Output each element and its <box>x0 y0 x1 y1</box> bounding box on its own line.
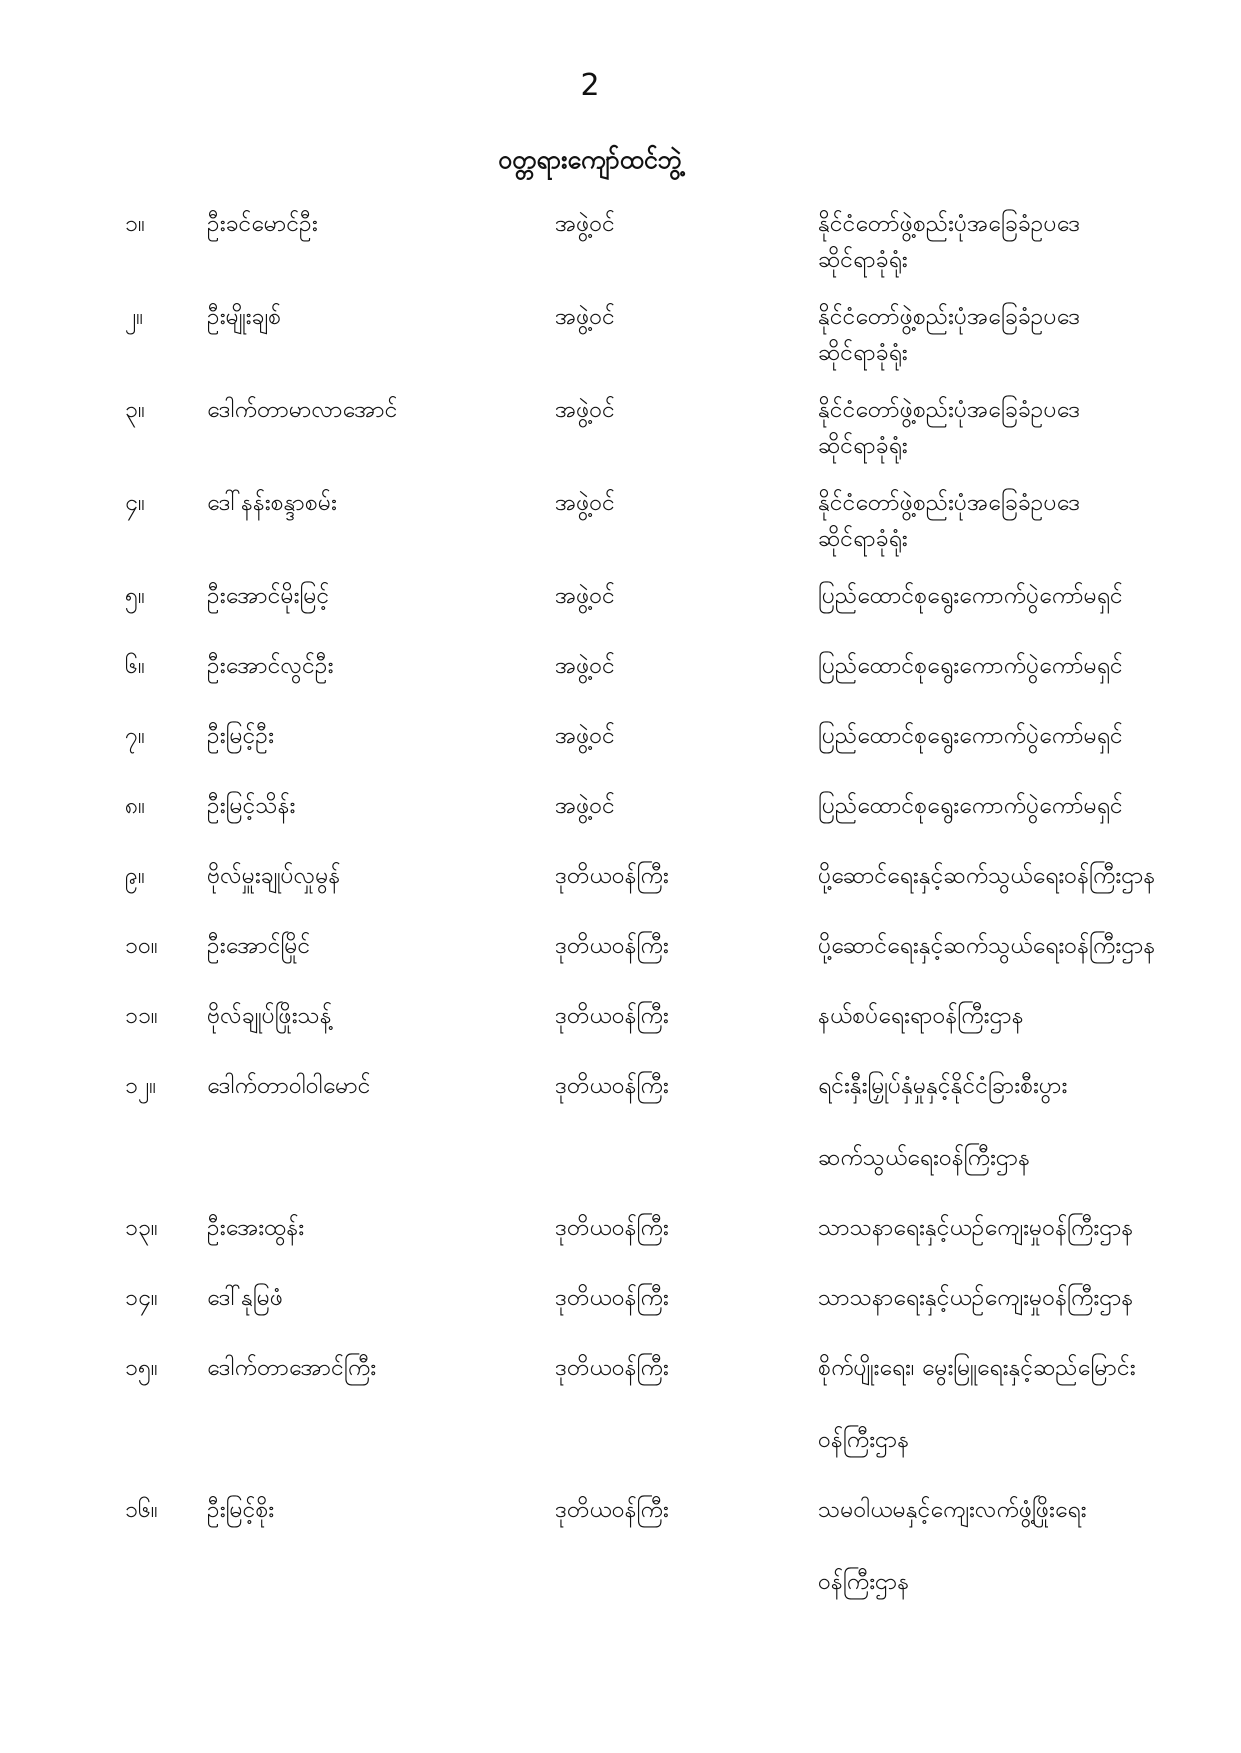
item-number: ၆။ <box>125 653 145 679</box>
member-name: ဦးအေးထွန်း <box>207 1215 305 1241</box>
list-item <box>0 1350 1241 1492</box>
ministry-line: ရင်းနှီးမြှုပ်နှံမှုနှင့်နိုင်ငံခြားစီးပွား <box>818 1073 1068 1099</box>
list-item <box>0 1068 1241 1210</box>
list-item <box>0 858 1241 928</box>
member-name: ဦးမြင့်ဦး <box>207 723 274 749</box>
member-ministry <box>818 718 1228 754</box>
member-name: ဦးအောင်မိုးမြင့် <box>207 583 330 609</box>
list-item <box>0 998 1241 1068</box>
item-number: ၁၆။ <box>125 1497 158 1523</box>
ministry-line: ပို့ဆောင်ရေးနှင့်ဆက်သွယ်ရေးဝန်ကြီးဌာန <box>818 933 1156 959</box>
member-ministry <box>818 1350 1228 1458</box>
member-name: ဗိုလ်မှူးချုပ်လှုမွန် <box>207 863 341 889</box>
item-number: ၈။ <box>125 793 146 819</box>
ministry-line: ဝန်ကြီးဌာန <box>818 1569 910 1595</box>
ministry-line: ဝန်ကြီးဌာန <box>818 1427 910 1453</box>
member-ministry <box>818 1492 1228 1600</box>
member-position: အဖွဲ့ဝင် <box>555 304 615 330</box>
member-position: ဒုတိယဝန်ကြီး <box>555 863 669 889</box>
list-item <box>0 1210 1241 1280</box>
member-ministry <box>818 858 1228 894</box>
list-item <box>0 206 1241 299</box>
ministry-line: နိုင်ငံတော်ဖွဲ့စည်းပုံအခြေခံဥပဒေ <box>818 397 1081 423</box>
member-position: အဖွဲ့ဝင် <box>555 211 615 237</box>
item-number: ၇။ <box>125 723 145 749</box>
item-number: ၁။ <box>125 211 145 237</box>
list-item <box>0 718 1241 788</box>
list-item <box>0 485 1241 578</box>
ministry-line: နိုင်ငံတော်ဖွဲ့စည်းပုံအခြေခံဥပဒေ <box>818 211 1081 237</box>
member-name: ဦးမြင့်စိုး <box>207 1497 275 1523</box>
member-ministry <box>818 1280 1228 1316</box>
item-number: ၂။ <box>125 304 144 330</box>
item-number: ၁၂။ <box>125 1073 157 1099</box>
list-item <box>0 928 1241 998</box>
item-number: ၁၁။ <box>125 1003 158 1029</box>
item-number: ၄။ <box>125 490 145 516</box>
member-ministry <box>818 648 1228 684</box>
list-item <box>0 788 1241 858</box>
member-position: အဖွဲ့ဝင် <box>555 653 615 679</box>
member-name: ဦးခင်မောင်ဦး <box>207 211 318 237</box>
member-position: ဒုတိယဝန်ကြီး <box>555 933 669 959</box>
member-ministry <box>818 392 1228 464</box>
member-name: ဒေါ်နန်းစန္ဒာစမ်း <box>207 490 337 516</box>
list-item <box>0 1280 1241 1350</box>
list-item <box>0 648 1241 718</box>
member-ministry <box>818 928 1228 964</box>
member-ministry <box>818 206 1228 278</box>
member-position: ဒုတိယဝန်ကြီး <box>555 1355 669 1381</box>
member-name: ဒေါ်နုမြဖံ <box>207 1285 283 1311</box>
member-ministry <box>818 578 1228 614</box>
ministry-line: သမဝါယမနှင့်ကျေးလက်ဖွံ့ဖြိုးရေး <box>818 1497 1087 1523</box>
member-ministry <box>818 299 1228 371</box>
list-item <box>0 299 1241 392</box>
member-position: ဒုတိယဝန်ကြီး <box>555 1073 669 1099</box>
item-number: ၅။ <box>125 583 145 609</box>
member-name: ဗိုလ်ချုပ်ဖြိုးသန့် <box>207 1003 332 1029</box>
member-position: အဖွဲ့ဝင် <box>555 490 615 516</box>
member-list <box>0 206 1241 1634</box>
member-position: ဒုတိယဝန်ကြီး <box>555 1215 669 1241</box>
ministry-line: ဆိုင်ရာခုံရုံး <box>818 247 908 273</box>
member-name: ဒေါက်တာဝါဝါမောင် <box>207 1073 371 1099</box>
member-ministry <box>818 1068 1228 1176</box>
ministry-line: ဆက်သွယ်ရေးဝန်ကြီးဌာန <box>818 1145 1030 1171</box>
list-item <box>0 392 1241 485</box>
ministry-line: ပို့ဆောင်ရေးနှင့်ဆက်သွယ်ရေးဝန်ကြီးဌာန <box>818 863 1156 889</box>
list-item <box>0 578 1241 648</box>
ministry-line: နယ်စပ်ရေးရာဝန်ကြီးဌာန <box>818 1003 1024 1029</box>
member-position: ဒုတိယဝန်ကြီး <box>555 1003 669 1029</box>
ministry-line: သာသနာရေးနှင့်ယဉ်ကျေးမှုဝန်ကြီးဌာန <box>818 1215 1134 1241</box>
item-number: ၁၀။ <box>125 933 158 959</box>
member-position: ဒုတိယဝန်ကြီး <box>555 1497 669 1523</box>
member-position: အဖွဲ့ဝင် <box>555 723 615 749</box>
member-position: ဒုတိယဝန်ကြီး <box>555 1285 669 1311</box>
ministry-line: ဆိုင်ရာခုံရုံး <box>818 433 908 459</box>
member-name: ဒေါက်တာအောင်ကြီး <box>207 1355 377 1381</box>
ministry-line: နိုင်ငံတော်ဖွဲ့စည်းပုံအခြေခံဥပဒေ <box>818 490 1081 516</box>
member-name: ဦးမြင့်သိန်း <box>207 793 296 819</box>
ministry-line: ဆိုင်ရာခုံရုံး <box>818 340 908 366</box>
ministry-line: ဆိုင်ရာခုံရုံး <box>818 526 908 552</box>
list-item <box>0 1492 1241 1634</box>
page-number: 2 <box>580 68 600 103</box>
member-position: အဖွဲ့ဝင် <box>555 397 615 423</box>
ministry-line: ပြည်ထောင်စုရွေးကောက်ပွဲကော်မရှင် <box>818 583 1123 609</box>
ministry-line: ပြည်ထောင်စုရွေးကောက်ပွဲကော်မရှင် <box>818 723 1123 749</box>
ministry-line: နိုင်ငံတော်ဖွဲ့စည်းပုံအခြေခံဥပဒေ <box>818 304 1081 330</box>
member-name: ဦးအောင်မြိုင် <box>207 933 311 959</box>
ministry-line: သာသနာရေးနှင့်ယဉ်ကျေးမှုဝန်ကြီးဌာန <box>818 1285 1134 1311</box>
member-name: ဒေါက်တာမာလာအောင် <box>207 397 398 423</box>
member-ministry <box>818 1210 1228 1246</box>
item-number: ၁၃။ <box>125 1215 158 1241</box>
page-title: ဝတ္တရားကျော်ထင်ဘွဲ့ <box>498 145 682 174</box>
member-position: အဖွဲ့ဝင် <box>555 583 615 609</box>
ministry-line: စိုက်ပျိုးရေး၊ မွေးမြူရေးနှင့်ဆည်မြောင်း <box>818 1355 1136 1381</box>
item-number: ၁၅။ <box>125 1355 158 1381</box>
member-ministry <box>818 485 1228 557</box>
member-name: ဦးအောင်လွင်ဦး <box>207 653 334 679</box>
item-number: ၉။ <box>125 863 145 889</box>
ministry-line: ပြည်ထောင်စုရွေးကောက်ပွဲကော်မရှင် <box>818 793 1123 819</box>
member-name: ဦးမျိုးချစ် <box>207 304 282 330</box>
ministry-line: ပြည်ထောင်စုရွေးကောက်ပွဲကော်မရှင် <box>818 653 1123 679</box>
item-number: ၃။ <box>125 397 145 423</box>
member-position: အဖွဲ့ဝင် <box>555 793 615 819</box>
member-ministry <box>818 998 1228 1034</box>
member-ministry <box>818 788 1228 824</box>
item-number: ၁၄။ <box>125 1285 158 1311</box>
